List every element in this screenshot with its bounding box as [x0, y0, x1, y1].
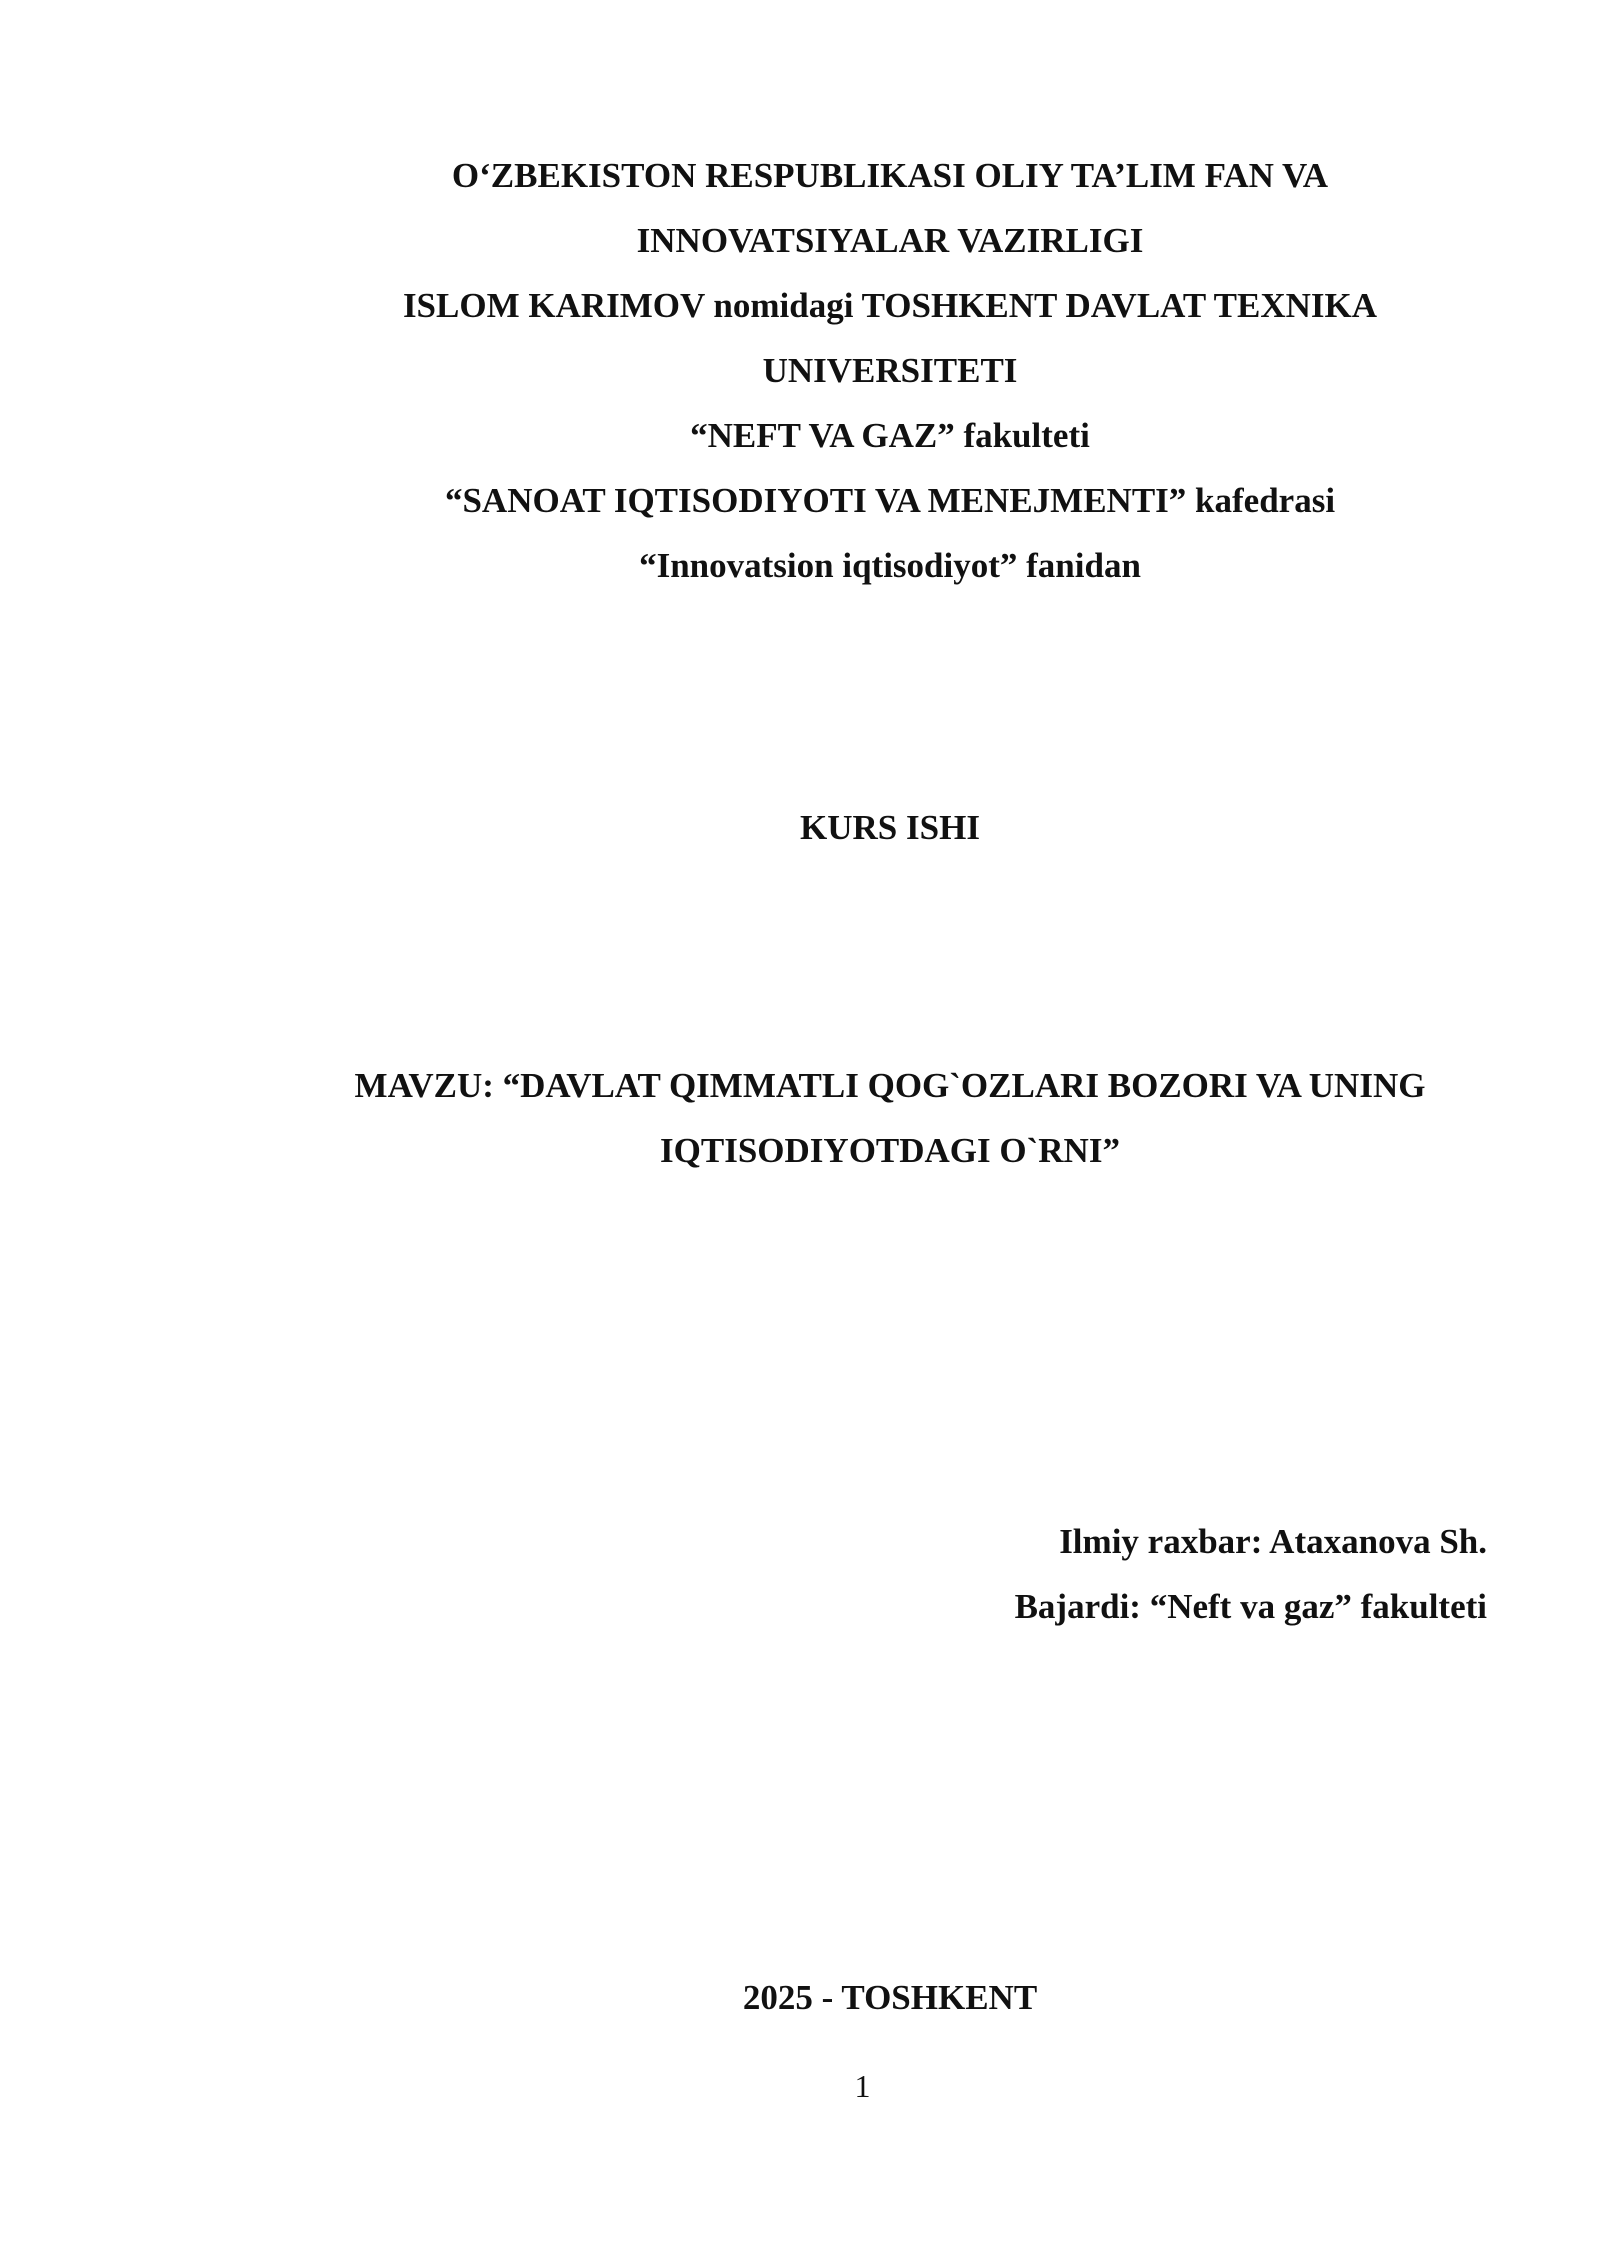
university-line-1: ISLOM KARIMOV nomidagi TOSHKENT DAVLAT TEXNIKA [402, 286, 1378, 325]
subject-line: “Innovatsion iqtisodiyot” fanidan [639, 546, 1141, 585]
university-line-2: UNIVERSITETI [762, 351, 1018, 390]
performed-by-line: Bajardi: “Neft va gaz” fakulteti [1014, 1587, 1487, 1626]
document-type: KURS ISHI [800, 808, 980, 847]
page-number: 1 [854, 2068, 871, 2104]
department-line: “SANOAT IQTISODIYOTI VA MENEJMENTI” kafedrasi [444, 481, 1336, 520]
ministry-line-1: O‘ZBEKISTON RESPUBLIKASI OLIY TA’LIM FAN VA [451, 156, 1329, 195]
supervisor-line: Ilmiy raxbar: Ataxanova Sh. [1059, 1522, 1487, 1561]
ministry-line-2: INNOVATSIYALAR VAZIRLIGI [636, 221, 1144, 260]
faculty-line: “NEFT VA GAZ” fakulteti [690, 416, 1090, 455]
topic-line-1: MAVZU: “DAVLAT QIMMATLI QOG`OZLARI BOZORI VA UNING [354, 1066, 1426, 1105]
year-city: 2025 - TOSHKENT [742, 1978, 1038, 2017]
topic-line-2: IQTISODIYOTDAGI O`RNI” [660, 1131, 1120, 1170]
